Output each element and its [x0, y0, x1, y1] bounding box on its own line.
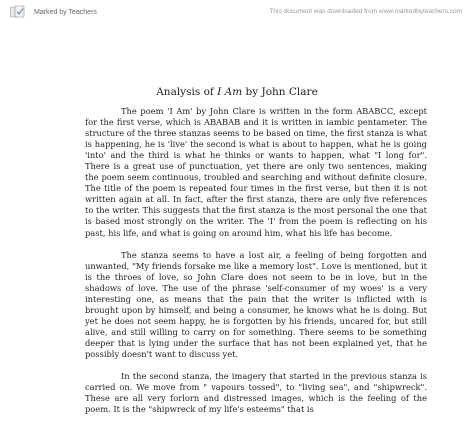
marked-by-teachers-logo-icon [10, 5, 30, 19]
brand [10, 5, 97, 19]
paragraph-2: The stanza seems to have a lost air, a feeling of being forgotten and unwanted, "My friends forsake me like a memory lost". Love is mentioned, but it is the throes of love, so John Clare does not seem to be in love, but in the shadows of love. The use of the phrase 'self-consumer of my woes' is a very interesting one, as means that the pain that the writer is inflicted with is brought upon by himself, and being a consumer, he knows what he is doing. But yet he does not seem happy, he is forgotten by his friends, uncared for, but still alive, and still willing to carry on for something. There seems to be something deeper that is lying under the surface that has not been explained yet, that he possibly doesn't want to discuss yet. [85, 249, 427, 359]
page-header [0, 0, 474, 40]
download-source-note: This document was downloaded from www.markedbyteachers.com [269, 8, 462, 15]
title-suffix: by John Clare [242, 86, 318, 98]
document-body [85, 106, 427, 426]
paragraph-3: In the second stanza, the imagery that started in the previous stanza is carried on. We move from " vapours tossed", to "living sea", and "shipwreck". These are all very forlorn and distressed images, which is the feeling of the poem. It is the "shipwreck of my life's esteems" that is [85, 371, 427, 415]
title-prefix: Analysis of [156, 86, 218, 98]
document-title [0, 86, 474, 98]
title-poem-name: I Am [217, 86, 243, 98]
paragraph-1: The poem 'I Am' by John Clare is written in the form ABABCC, except for the first verse, which is ABABAB and it is written in iambic pentameter. The structure of the three stanzas seems to be based on time, the first stanza is what is happening, he is 'live' the second is what is about to happen, what he is going 'into' and the third is what he thinks or wants to happen, what "I long for". There is a great use of punctuation, yet there are only two sentences, making the poem seem continuous, troubled and searching and without definite closure. The title of the poem is repeated four times in the first verse, but then it is not written again at all. In fact, after the first stanza, there are only five references to the writer. This suggests that the first stanza is the most personal the one that is based most strongly on the writer. The 'I' from the poem is reflecting on his past, his life, and what is going on around him, what his life has become. [85, 106, 427, 238]
brand-name: Marked by Teachers [34, 8, 97, 16]
